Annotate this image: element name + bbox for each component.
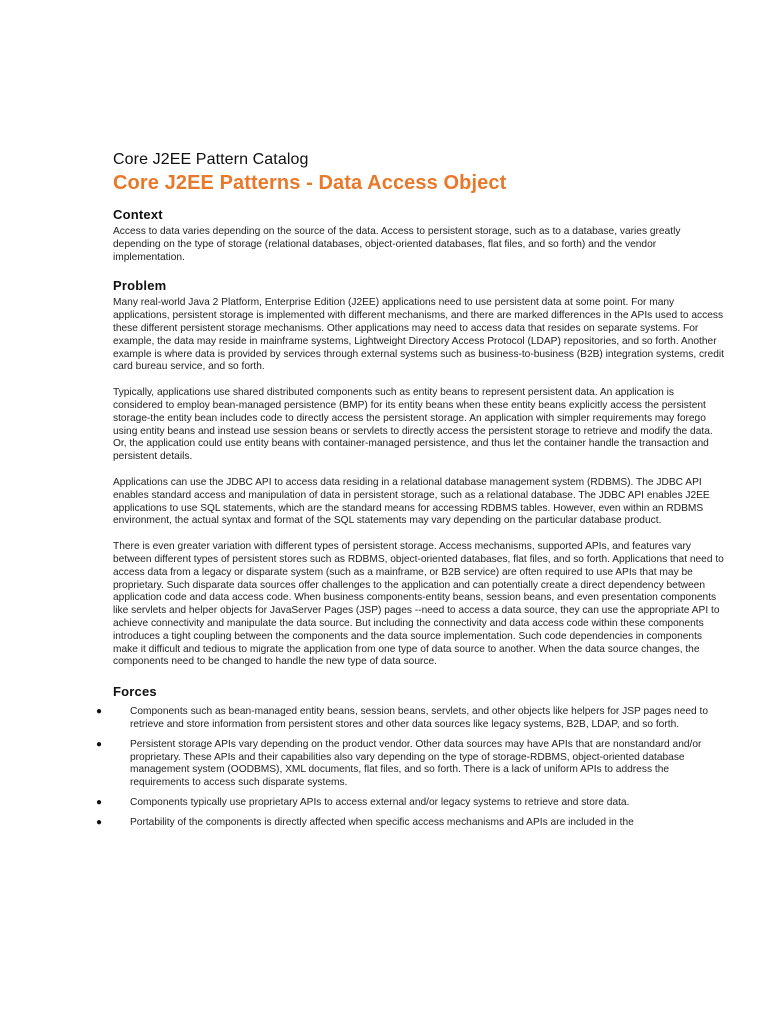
list-item-text: Components such as bean-managed entity beans, session beans, servlets, and other objects like helpers for JSP pages need to retrieve and store information from persistent stores and other data sources like legacy systems, B2B, LDAP, and so forth. bbox=[130, 706, 709, 730]
list-item-text: Components typically use proprietary APIs to access external and/or legacy systems to retrieve and store data. bbox=[130, 796, 630, 808]
bullet-icon: ● bbox=[96, 738, 103, 750]
list-item bbox=[96, 738, 725, 790]
list-item-text: Persistent storage APIs vary depending on the product vendor. Other data sources may have APIs that are nonstandard and/or proprietary. These APIs and their capabilities also vary depending on the type of storage-RDBMS, object-oriented database management system (OODBMS), XML documents, flat files, and so forth. There is a lack of uniform APIs to address the requirements to access such disparate systems. bbox=[130, 738, 702, 789]
problem-paragraph: There is even greater variation with different types of persistent storage. Access mechanisms, supported APIs, and features vary between different types of persistent stores such as RDBMS, object-oriented databases, flat files, and so forth. Applications that need to access data from a legacy or disparate system (such as a mainframe, or B2B service) are often required to use APIs that may be proprietary. Such disparate data sources offer challenges to the application and can potentially create a direct dependency between application code and data access code. When business components-entity beans, session beans, and even presentation components like servlets and helper objects for JavaServer Pages (JSP) pages --need to access a data source, they can use the appropriate API to achieve connectivity and manipulate the data source. But including the connectivity and data access code within these components introduces a tight coupling between the components and the data source implementation. Such code dependencies in components make it difficult and tedious to migrate the application from one type of data source to another. When the data source changes, the components need to be changed to handle the new type of data source. bbox=[113, 541, 724, 668]
context-paragraph: Access to data varies depending on the source of the data. Access to persistent storage, such as to a database, varies greatly depending on the type of storage (relational databases, object-oriented databases, flat files, and so forth) and the vendor implementation. bbox=[113, 226, 681, 263]
bullet-icon: ● bbox=[96, 816, 103, 828]
forces-list bbox=[96, 706, 725, 829]
bullet-icon: ● bbox=[96, 706, 103, 718]
document-page bbox=[96, 150, 725, 836]
list-item bbox=[96, 796, 725, 810]
bullet-icon: ● bbox=[96, 796, 103, 808]
page-title: Core J2EE Patterns - Data Access Object bbox=[113, 172, 507, 194]
catalog-title: Core J2EE Pattern Catalog bbox=[113, 151, 309, 168]
list-item bbox=[96, 816, 725, 830]
forces-heading: Forces bbox=[113, 684, 157, 700]
problem-paragraph: Applications can use the JDBC API to access data residing in a relational database management system (RDBMS). The JDBC API enables standard access and manipulation of data in persistent storage, such as a relational database. The JDBC API enables J2EE applications to use SQL statements, which are the standard means for accessing RDBMS tables. However, even within an RDBMS environment, the actual syntax and format of the SQL statements may vary depending on the particular database product. bbox=[113, 476, 710, 527]
problem-paragraph: Many real-world Java 2 Platform, Enterprise Edition (J2EE) applications need to use persistent data at some point. For many applications, persistent storage is implemented with different mechanisms, and there are marked differences in the APIs used to access these different persistent storage mechanisms. Other applications may need to access data that resides on separate systems. For example, the data may reside in mainframe systems, Lightweight Directory Access Protocol (LDAP) repositories, and so forth. Another example is where data is provided by services through external systems such as business-to-business (B2B) integration systems, credit card bureau service, and so forth. bbox=[113, 297, 724, 373]
problem-heading: Problem bbox=[113, 278, 167, 294]
problem-paragraph: Typically, applications use shared distributed components such as entity beans to represent persistent data. An application is considered to employ bean-managed persistence (BMP) for its entity beans when these entity beans explicitly access the persistent storage-the entity bean includes code to directly access the persistent storage. An application with simpler requirements may forego using entity beans and instead use session beans or servlets to directly access the persistent storage to retrieve and modify the data. Or, the application could use entity beans with container-managed persistence, and thus let the container handle the transaction and persistent details. bbox=[113, 387, 713, 463]
context-heading: Context bbox=[113, 207, 163, 222]
list-item bbox=[96, 706, 725, 732]
list-item-text: Portability of the components is directly affected when specific access mechanisms and APIs are included in the bbox=[130, 816, 634, 828]
